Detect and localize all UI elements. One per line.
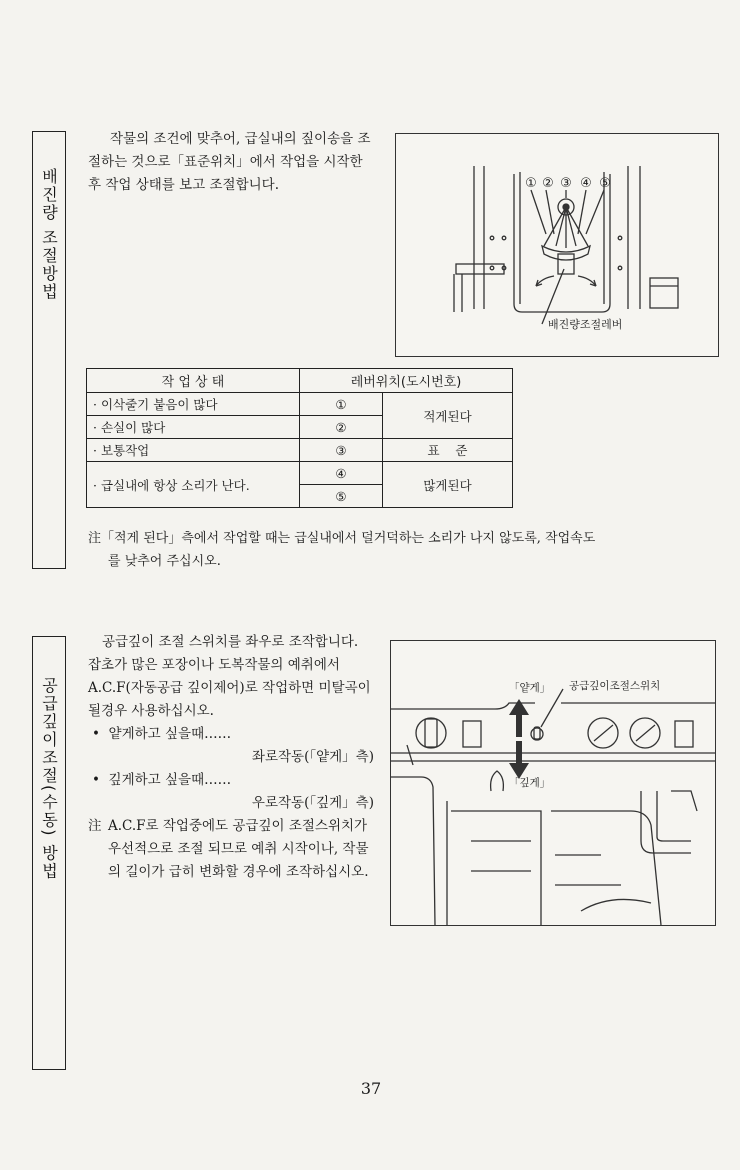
position-mark: ① (525, 176, 537, 191)
section2-side-tab (32, 636, 66, 1070)
condition-cell: · 보통작업 (87, 439, 300, 462)
lever-diagram (396, 134, 718, 356)
position-cell: ④ (300, 462, 383, 485)
position-cell: ③ (300, 439, 383, 462)
section1-note-cont: 를 낮추어 주십시오. (108, 554, 221, 569)
position-cell: ② (300, 416, 383, 439)
section1-tab-label: 배진량 조절방법 (39, 168, 59, 302)
section1-paragraph: 작물의 조건에 맞추어, 급실내의 짚이송을 조절하는 것으로「표준위치」에서 작업을 시작한 후 작업 상태를 보고 조절합니다. (88, 131, 371, 193)
bullet-dot: • (92, 772, 109, 788)
section2-note-text: A.C.F로 작업중에도 공급깊이 조절스위치가 우선적으로 조절 되므로 예취 시작이나, 작물의 길이가 급히 변화할 경우에 조작하십시오. (108, 818, 369, 880)
table-header-lever: 레버위치(도시번호) (300, 369, 513, 393)
section2-note (88, 815, 374, 884)
lever-label: 배진량조절레버 (548, 318, 623, 331)
work-state-table (86, 368, 513, 508)
bullet-shallow-action: 좌로작동(「얕게」측) (251, 749, 374, 765)
switch-figure (390, 640, 716, 926)
lever-figure (395, 133, 719, 357)
switch-diagram (391, 641, 715, 925)
bullet-shallow: • 얕게하고 싶을때…… (92, 726, 232, 742)
section2-intro: 공급깊이 조절 스위치를 좌우로 조작합니다. 잡초가 많은 포장이나 도복작물의 예취에서 A.C.F(자동공급 깊이제어)로 작업하면 미탈곡이 될경우 사용하십시오. (88, 634, 371, 719)
position-mark: ⑤ (599, 176, 611, 191)
deep-label: 「깊게」 (509, 777, 551, 789)
condition-cell: · 급실내에 항상 소리가 난다. (87, 462, 300, 508)
bullet-deep: • 깊게하고 싶을때…… (92, 772, 232, 788)
bullet-dot: • (92, 726, 109, 742)
section2-text (88, 631, 374, 884)
bullet-deep-action: 우로작동(「깊게」측) (251, 795, 374, 811)
position-mark: ② (542, 176, 554, 191)
position-cell: ① (300, 393, 383, 416)
section1-side-tab (32, 131, 66, 569)
switch-label: 공급깊이조절스위치 (569, 680, 661, 692)
condition-cell: · 이삭줄기 붙음이 많다 (87, 393, 300, 416)
page-number: 37 (360, 1079, 382, 1098)
section1-note (88, 527, 718, 573)
result-cell: 표 준 (383, 439, 513, 462)
section1-note-lead: 注「적게 된다」측에서 작업할 때는 급실내에서 덜거덕하는 소리가 나지 않도록, 작업속도 (88, 531, 596, 546)
position-cell: ⑤ (300, 485, 383, 508)
section2-note-mark: 注 (88, 818, 102, 834)
condition-cell: · 손실이 많다 (87, 416, 300, 439)
position-mark: ④ (580, 176, 592, 191)
section2-tab-label: 공급깊이조절(수동) 방법 (39, 677, 59, 881)
result-cell: 적게된다 (383, 393, 513, 439)
table-header-state: 작 업 상 태 (87, 369, 300, 393)
shallow-label: 「얕게」 (509, 682, 551, 694)
position-mark: ③ (560, 176, 572, 191)
result-cell: 많게된다 (383, 462, 513, 508)
